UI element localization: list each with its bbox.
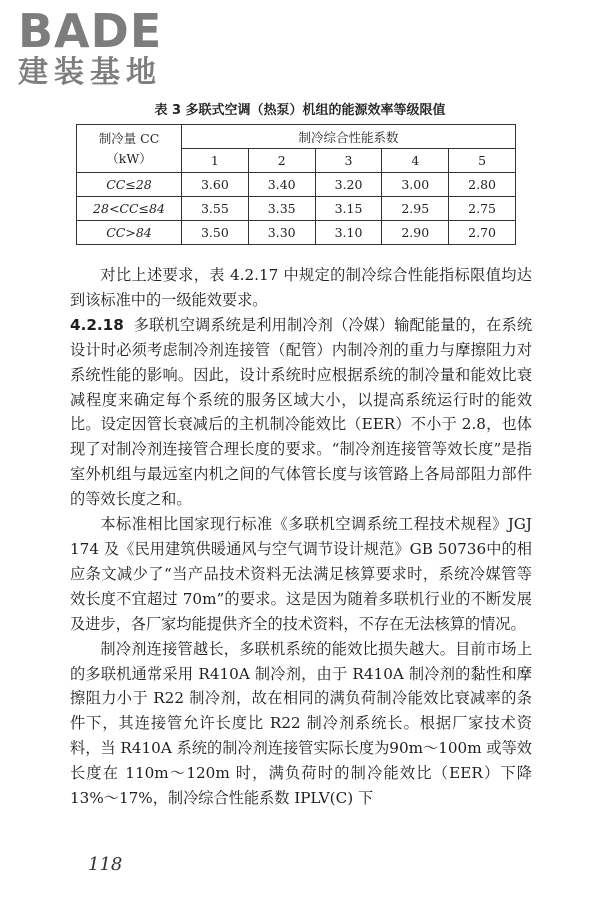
paragraph <box>70 637 532 811</box>
table-cell: 2.90 <box>382 221 449 245</box>
paragraph <box>70 263 532 313</box>
page-number: 118 <box>88 854 123 875</box>
paragraph-text: 本标准相比国家现行标准《多联机空调系统工程技术规程》JGJ 174 及《民用建筑供暖通风与空气调节设计规范》GB 50736中的相应条文减少了“当产品技术资料无法满足核算要求时，系统冷媒管等效长度不宜超过 70m”的要求。这是因为随着多联机行业的不断发展及进步，各厂家均能提供齐全的技术资料，不存在无法核算的情况。 <box>70 515 532 633</box>
table-cell: 2.95 <box>382 197 449 221</box>
paragraph <box>70 313 532 512</box>
grade-header: 4 <box>382 149 449 173</box>
logo <box>18 4 188 90</box>
efficiency-grade-table <box>76 124 516 245</box>
logo-sub-text: 建装基地 <box>18 55 162 90</box>
table-caption: 表 3 多联式空调（热泵）机组的能源效率等级限值 <box>154 103 446 118</box>
table-cell: 3.15 <box>315 197 382 221</box>
table-cell: 3.60 <box>182 173 249 197</box>
capacity-header-label: 制冷量 CC <box>98 130 160 146</box>
section-number: 4.2.18 <box>70 315 124 334</box>
paragraph <box>70 512 532 637</box>
grade-header: 3 <box>315 149 382 173</box>
table-row <box>77 173 516 197</box>
row-label: CC≤28 <box>77 173 182 197</box>
table-cell: 3.55 <box>182 197 249 221</box>
paragraph-text: 制冷剂连接管越长，多联机系统的能效比损失越大。目前市场上的多联机通常采用 R410A 制冷剂，由于 R410A 制冷剂的黏性和摩擦阻力小于 R22 制冷剂，故在相同的满负荷制冷能效比衰减率的条件下，其连接管允许长度比 R22 制冷剂系统长。根据厂家技术资料，当 R410A 系统的制冷剂连接管实际长度为90m～100m 或等效长度在 110m～120m 时，满负荷时的制冷能效比（EER）下降 13%～17%，制冷综合性能系数 IPLV(C) 下 <box>70 639 532 808</box>
grade-header: 1 <box>182 149 249 173</box>
table-cell: 3.35 <box>248 197 315 221</box>
table-cell: 3.00 <box>382 173 449 197</box>
table-cell: 3.10 <box>315 221 382 245</box>
capacity-header-unit: （kW） <box>106 150 152 166</box>
grade-header: 5 <box>449 149 516 173</box>
capacity-header <box>77 125 182 173</box>
table-row <box>77 197 516 221</box>
logo-main-text: BADE <box>18 4 163 58</box>
row-label: 28<CC≤84 <box>77 197 182 221</box>
table-cell: 2.70 <box>449 221 516 245</box>
table-cell: 2.80 <box>449 173 516 197</box>
table-cell: 3.20 <box>315 173 382 197</box>
body-text <box>70 263 532 811</box>
paragraph-text: 对比上述要求，表 4.2.17 中规定的制冷综合性能指标限值均达到该标准中的一级能效要求。 <box>70 266 532 309</box>
performance-header: 制冷综合性能系数 <box>182 125 516 149</box>
table-cell: 3.50 <box>182 221 249 245</box>
grade-header: 2 <box>248 149 315 173</box>
paragraph-text: 多联机空调系统是利用制冷剂（冷媒）输配能量的，在系统设计时必须考虑制冷剂连接管（配管）内制冷剂的重力与摩擦阻力对系统性能的影响。因此，设计系统时应根据系统的制冷量和能效比衰减程度来确定每个系统的服务区域大小，以提高系统运行时的能效比。设定因管长衰减后的主机制冷能效比（EER）不小于 2.8，也体现了对制冷剂连接管合理长度的要求。“制冷剂连接管等效长度”是指室外机组与最远室内机之间的气体管长度与该管路上各局部阻力部件的等效长度之和。 <box>70 315 533 509</box>
table-cell: 3.40 <box>248 173 315 197</box>
table-cell: 2.75 <box>449 197 516 221</box>
table-header-row <box>77 125 516 149</box>
table-row <box>77 221 516 245</box>
row-label: CC>84 <box>77 221 182 245</box>
table-cell: 3.30 <box>248 221 315 245</box>
